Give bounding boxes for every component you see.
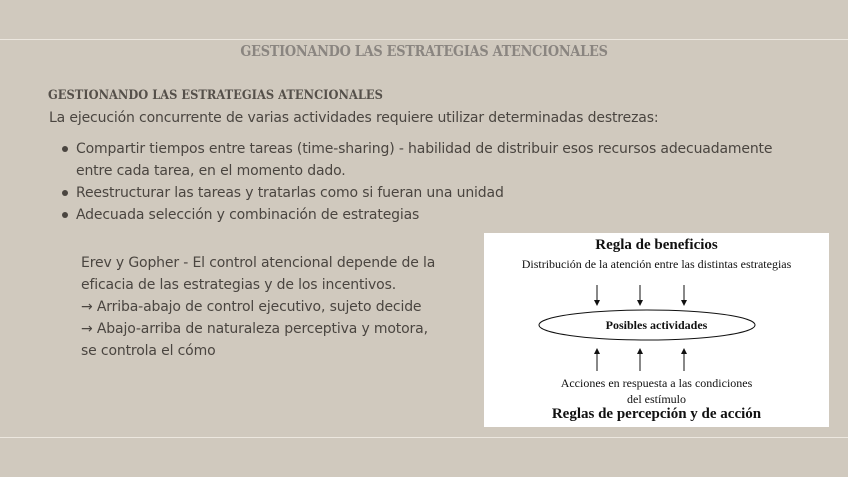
bullet-item: Adecuada selección y combinación de estrategias: [60, 204, 780, 226]
intro-text: La ejecución concurrente de varias actividades requiere utilizar determinadas destrezas:: [49, 110, 659, 126]
figure-footer: Reglas de percepción y de acción: [551, 406, 762, 422]
paragraph-line: → Abajo-arriba de naturaleza perceptiva y motora, se controla el cómo: [81, 321, 428, 359]
bullet-item: Compartir tiempos entre tareas (time-sharing) - habilidad de distribuir esos recursos adecuadamente entre cada tarea, en el momento dado.: [60, 138, 780, 182]
caption-line: del estímulo: [627, 392, 686, 406]
figure-caption: [484, 375, 829, 407]
benefit-rule-figure: [484, 233, 829, 427]
slide-title: GESTIONANDO LAS ESTRATEGIAS ATENCIONALES: [240, 42, 608, 60]
caption-line: Acciones en respuesta a las condiciones: [560, 376, 753, 390]
bottom-divider: [0, 437, 848, 438]
figure-subtitle: Distribución de la atención entre las distintas estrategias: [521, 257, 792, 271]
bullet-list: [60, 138, 780, 226]
paragraph-line: → Arriba-abajo de control ejecutivo, sujeto decide: [81, 299, 422, 315]
bullet-item: Reestructurar las tareas y tratarlas como si fueran una unidad: [60, 182, 780, 204]
ellipse-label: Posibles actividades: [605, 318, 708, 332]
figure-title: Regla de beneficios: [595, 237, 718, 253]
erev-gopher-paragraph: [81, 252, 441, 362]
paragraph-line: Erev y Gopher - El control atencional depende de la eficacia de las estrategias y de los incentivos.: [81, 255, 436, 293]
section-heading: GESTIONANDO LAS ESTRATEGIAS ATENCIONALES: [48, 88, 383, 103]
